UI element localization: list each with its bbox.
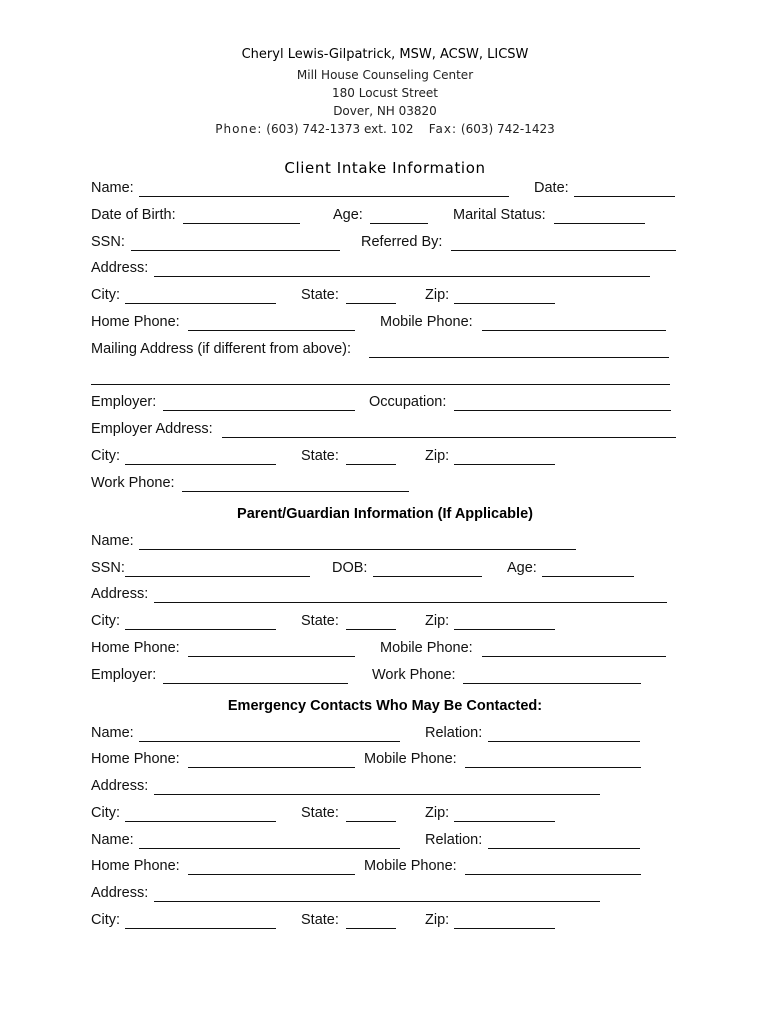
guardian-ssn-field[interactable] <box>125 576 310 577</box>
client-zip-field[interactable] <box>454 303 555 304</box>
emergency-2-address-label: Address: <box>91 885 149 901</box>
guardian-employer-label: Employer: <box>91 667 157 683</box>
emergency-1-mobile-phone-field[interactable] <box>465 767 641 768</box>
emergency-2-name-field[interactable] <box>139 848 400 849</box>
emergency-2-home-phone-field[interactable] <box>188 874 355 875</box>
emergency-1-address-label: Address: <box>91 778 149 794</box>
guardian-home-phone-label: Home Phone: <box>91 640 180 656</box>
guardian-city-label: City: <box>91 613 120 629</box>
emergency-1-state-field[interactable] <box>346 821 396 822</box>
guardian-age-label: Age: <box>507 560 537 576</box>
emergency-1-zip-label: Zip: <box>425 805 450 821</box>
client-state-label: State: <box>301 287 339 303</box>
client-dob-field[interactable] <box>183 223 300 224</box>
guardian-zip-field[interactable] <box>454 629 555 630</box>
client-occupation-field[interactable] <box>454 410 671 411</box>
emergency-2-mobile-phone-field[interactable] <box>465 874 641 875</box>
client-age-field[interactable] <box>370 223 428 224</box>
client-name-label: Name: <box>91 180 134 196</box>
client-marital-field[interactable] <box>554 223 645 224</box>
emergency-1-mobile-phone-label: Mobile Phone: <box>364 751 457 767</box>
guardian-dob-field[interactable] <box>373 576 482 577</box>
client-emp-state-label: State: <box>301 448 339 464</box>
guardian-mobile-phone-label: Mobile Phone: <box>380 640 473 656</box>
client-city-label: City: <box>91 287 120 303</box>
client-ssn-field[interactable] <box>131 250 340 251</box>
practitioner-name: Cheryl Lewis-Gilpatrick, MSW, ACSW, LICSW <box>241 47 529 62</box>
guardian-mobile-phone-field[interactable] <box>482 656 666 657</box>
client-occupation-label: Occupation: <box>369 394 447 410</box>
guardian-age-field[interactable] <box>542 576 634 577</box>
emergency-1-city-label: City: <box>91 805 120 821</box>
guardian-zip-label: Zip: <box>425 613 450 629</box>
guardian-address-field[interactable] <box>154 602 667 603</box>
guardian-employer-field[interactable] <box>163 683 348 684</box>
emergency-1-home-phone-label: Home Phone: <box>91 751 180 767</box>
emergency-2-zip-label: Zip: <box>425 912 450 928</box>
client-home-phone-field[interactable] <box>188 330 355 331</box>
street-address: 180 Locust Street <box>332 86 438 100</box>
client-address-field[interactable] <box>154 276 650 277</box>
guardian-address-label: Address: <box>91 586 149 602</box>
organization-name: Mill House Counseling Center <box>296 68 474 82</box>
emergency-1-home-phone-field[interactable] <box>188 767 355 768</box>
client-marital-label: Marital Status: <box>453 207 546 223</box>
emergency-2-state-label: State: <box>301 912 339 928</box>
client-emp-city-label: City: <box>91 448 120 464</box>
client-name-field[interactable] <box>139 196 509 197</box>
guardian-home-phone-field[interactable] <box>188 656 355 657</box>
emergency-1-address-field[interactable] <box>154 794 600 795</box>
client-employer-address-label: Employer Address: <box>91 421 213 437</box>
guardian-dob-label: DOB: <box>332 560 368 576</box>
guardian-city-field[interactable] <box>125 629 276 630</box>
emergency-1-name-label: Name: <box>91 725 134 741</box>
client-date-label: Date: <box>534 180 569 196</box>
emergency-1-relation-field[interactable] <box>488 741 640 742</box>
client-employer-label: Employer: <box>91 394 157 410</box>
guardian-work-phone-field[interactable] <box>463 683 641 684</box>
client-emp-city-field[interactable] <box>125 464 276 465</box>
emergency-1-state-label: State: <box>301 805 339 821</box>
client-emp-state-field[interactable] <box>346 464 396 465</box>
emergency-2-zip-field[interactable] <box>454 928 555 929</box>
guardian-section-title: Parent/Guardian Information (If Applicable) <box>237 506 533 522</box>
client-zip-label: Zip: <box>425 287 450 303</box>
emergency-2-city-label: City: <box>91 912 120 928</box>
emergency-2-home-phone-label: Home Phone: <box>91 858 180 874</box>
emergency-2-address-field[interactable] <box>154 901 600 902</box>
phone-number: (603) 742-1373 ext. 102 <box>266 122 414 136</box>
client-city-field[interactable] <box>125 303 276 304</box>
emergency-section-title: Emergency Contacts Who May Be Contacted: <box>227 698 543 714</box>
client-mobile-phone-field[interactable] <box>482 330 666 331</box>
emergency-1-relation-label: Relation: <box>425 725 483 741</box>
emergency-2-city-field[interactable] <box>125 928 276 929</box>
client-date-field[interactable] <box>574 196 675 197</box>
client-work-phone-label: Work Phone: <box>91 475 175 491</box>
client-emp-zip-field[interactable] <box>454 464 555 465</box>
client-state-field[interactable] <box>346 303 396 304</box>
guardian-state-field[interactable] <box>346 629 396 630</box>
emergency-1-zip-field[interactable] <box>454 821 555 822</box>
emergency-2-name-label: Name: <box>91 832 134 848</box>
client-referred-field[interactable] <box>451 250 676 251</box>
client-home-phone-label: Home Phone: <box>91 314 180 330</box>
client-employer-address-field[interactable] <box>222 437 676 438</box>
city-state-zip: Dover, NH 03820 <box>333 104 437 118</box>
guardian-ssn-label: SSN: <box>91 560 125 576</box>
emergency-2-state-field[interactable] <box>346 928 396 929</box>
client-address-label: Address: <box>91 260 149 276</box>
client-employer-field[interactable] <box>163 410 355 411</box>
guardian-name-label: Name: <box>91 533 134 549</box>
emergency-1-name-field[interactable] <box>139 741 400 742</box>
emergency-2-mobile-phone-label: Mobile Phone: <box>364 858 457 874</box>
guardian-state-label: State: <box>301 613 339 629</box>
emergency-1-city-field[interactable] <box>125 821 276 822</box>
client-work-phone-field[interactable] <box>182 491 409 492</box>
guardian-name-field[interactable] <box>139 549 576 550</box>
form-title: Client Intake Information <box>284 159 486 177</box>
phone-label: Phone: <box>215 122 263 136</box>
client-ssn-label: SSN: <box>91 234 125 250</box>
client-emp-zip-label: Zip: <box>425 448 450 464</box>
contact-line <box>0 122 770 136</box>
emergency-2-relation-field[interactable] <box>488 848 640 849</box>
fax-number: (603) 742-1423 <box>460 122 555 136</box>
client-mailing-label: Mailing Address (if different from above): <box>91 341 352 357</box>
guardian-work-phone-label: Work Phone: <box>372 667 456 683</box>
fax-label: Fax: <box>428 122 458 136</box>
client-referred-label: Referred By: <box>361 234 443 250</box>
client-age-label: Age: <box>333 207 363 223</box>
client-dob-label: Date of Birth: <box>91 207 176 223</box>
emergency-2-relation-label: Relation: <box>425 832 483 848</box>
client-mailing-field[interactable] <box>369 357 669 358</box>
client-mailing-field-line2[interactable] <box>91 384 670 385</box>
client-mobile-phone-label: Mobile Phone: <box>380 314 473 330</box>
